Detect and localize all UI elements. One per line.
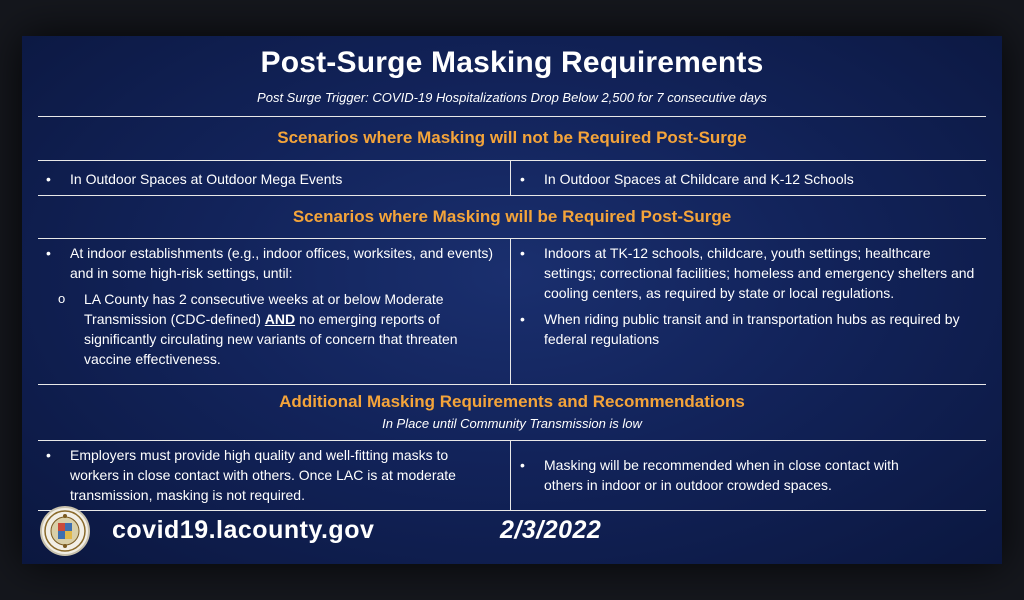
sub-item-text-1: LA County has 2 consecutive weeks at or below Moderate Transmission (CDC-defined)	[84, 291, 444, 327]
section-heading-additional: Additional Masking Requirements and Recommendations	[279, 392, 745, 411]
divider	[38, 440, 986, 441]
divider	[38, 384, 986, 385]
publish-date: 2/3/2022	[500, 516, 602, 544]
not-required-left-cell	[38, 169, 508, 189]
not-required-right-cell	[512, 169, 986, 189]
column-divider	[510, 238, 511, 384]
divider	[38, 116, 986, 117]
list-item: • Masking will be recommended when in close contact with others in indoor or in outdoor crowded spaces.	[512, 455, 932, 495]
sub-list-item	[38, 289, 498, 369]
list-item: • Indoors at TK-12 schools, childcare, youth settings; healthcare settings; correctional facilities; homeless and emergency shelters and cooling centers, as required by state or local regulations.	[512, 243, 980, 303]
section-heading-not-required: Scenarios where Masking will not be Required Post-Surge	[277, 128, 747, 147]
divider	[38, 160, 986, 161]
required-right-cell	[512, 243, 980, 349]
page-subtitle: Post Surge Trigger: COVID-19 Hospitalizations Drop Below 2,500 for 7 consecutive days	[257, 90, 767, 105]
required-left-cell	[38, 243, 498, 369]
list-item: • When riding public transit and in transportation hubs as required by federal regulations	[512, 309, 980, 349]
slide	[22, 36, 1002, 564]
sub-item-text-2: no emerging reports of significantly circulating new variants of concern that threaten vaccine effectiveness.	[84, 311, 458, 367]
list-item: • In Outdoor Spaces at Outdoor Mega Events	[38, 169, 508, 189]
and-emphasis: AND	[264, 311, 296, 327]
additional-left-cell	[38, 445, 498, 505]
section-heading-required: Scenarios where Masking will be Required Post-Surge	[292, 207, 732, 226]
divider	[38, 238, 986, 239]
list-item: • At indoor establishments (e.g., indoor offices, worksites, and events) and in some high-risk settings, until:	[38, 243, 498, 283]
list-item: • Employers must provide high quality and well-fitting masks to workers in close contact with others. Once LAC is at moderate transmission, masking is not required.	[38, 445, 498, 505]
column-divider	[510, 440, 511, 510]
section-subheading: In Place until Community Transmission is low	[382, 416, 642, 431]
divider	[38, 510, 986, 511]
county-seal-icon	[40, 506, 90, 556]
column-divider	[510, 160, 511, 195]
website-url[interactable]: covid19.lacounty.gov	[112, 516, 375, 544]
divider	[38, 195, 986, 196]
page-title: Post-Surge Masking Requirements	[260, 46, 764, 79]
list-item: • In Outdoor Spaces at Childcare and K-12 Schools	[512, 169, 986, 189]
additional-right-cell	[512, 455, 932, 495]
